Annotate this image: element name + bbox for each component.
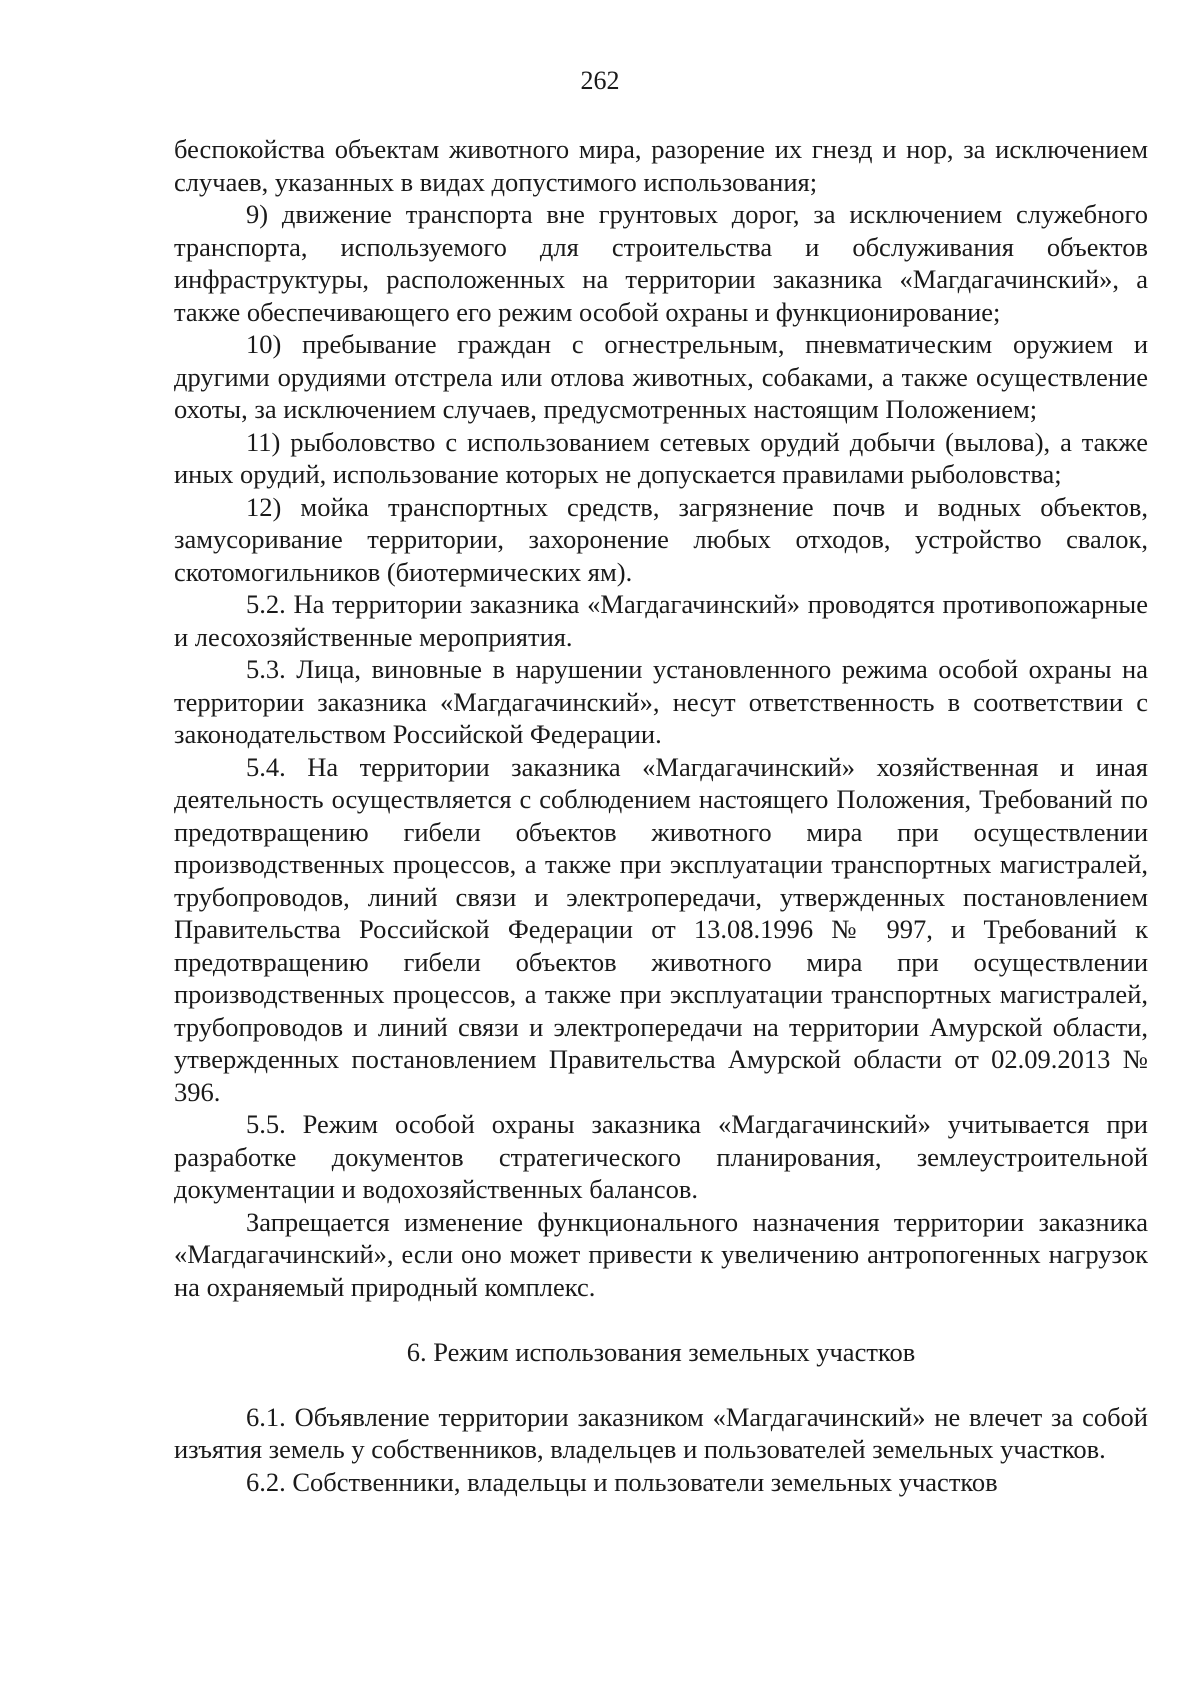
paragraph-5-2: 5.2. На территории заказника «Магдагачинский» проводятся противопожарные и лесохозяйственные мероприятия. <box>174 589 1148 652</box>
paragraph-continuation: беспокойства объектам животного мира, разорение их гнезд и нор, за исключением случаев, указанных в видах допустимого использования; <box>174 134 1148 197</box>
paragraph-5-4: 5.4. На территории заказника «Магдагачинский» хозяйственная и иная деятельность осуществляется с соблюдением настоящего Положения, Требований по предотвращению гибели объектов животного мира при осуществлении производственных процессов, а также при эксплуатации транспортных магистралей, трубопроводов, линий связи и электропередачи, утвержденных постановлением Правительства Российской Федерации от 13.08.1996 № 997, и Требований к предотвращению гибели объектов животного мира при осуществлении производственных процессов, а также при эксплуатации транспортных магистралей, трубопроводов и линий связи и электропередачи на территории Амурской области, утвержденных постановлением Правительства Амурской области от 02.09.2013 № 396. <box>174 751 1148 1107</box>
paragraph-item-11: 11) рыболовство с использованием сетевых орудий добычи (вылова), а также иных орудий, использование которых не допускается правилами рыболовства; <box>174 426 1148 489</box>
document-body <box>174 133 1148 1498</box>
paragraph-item-10: 10) пребывание граждан с огнестрельным, пневматическим оружием и другими орудиями отстрела или отлова животных, собаками, а также осуществление охоты, за исключением случаев, предусмотренных настоящим Положением; <box>174 329 1148 424</box>
paragraph-6-2: 6.2. Собственники, владельцы и пользователи земельных участков <box>246 1466 998 1497</box>
paragraph-5-3: 5.3. Лица, виновные в нарушении установленного режима особой охраны на территории заказника «Магдагачинский», несут ответственность в соответствии с законодательством Российской Федерации. <box>174 654 1148 749</box>
paragraph-5-5: 5.5. Режим особой охраны заказника «Магдагачинский» учитывается при разработке документов стратегического планирования, землеустроительной документации и водохозяйственных балансов. <box>174 1109 1148 1204</box>
paragraph-item-9: 9) движение транспорта вне грунтовых дорог, за исключением служебного транспорта, используемого для строительства и обслуживания объектов инфраструктуры, расположенных на территории заказника «Магдагачинский», а также обеспечивающего его режим особой охраны и функционирование; <box>174 199 1148 327</box>
paragraph-6-1: 6.1. Объявление территории заказником «Магдагачинский» не влечет за собой изъятия земель у собственников, владельцев и пользователей земельных участков. <box>174 1401 1148 1464</box>
section-heading: 6. Режим использования земельных участков <box>406 1337 916 1367</box>
paragraph-prohibition: Запрещается изменение функционального назначения территории заказника «Магдагачинский», если оно может привести к увеличению антропогенных нагрузок на охраняемый природный комплекс. <box>174 1206 1148 1302</box>
page-number: 262 <box>580 66 620 95</box>
paragraph-item-12: 12) мойка транспортных средств, загрязнение почв и водных объектов, замусоривание территории, захоронение любых отходов, устройство свалок, скотомогильников (биотермических ям). <box>174 491 1148 587</box>
